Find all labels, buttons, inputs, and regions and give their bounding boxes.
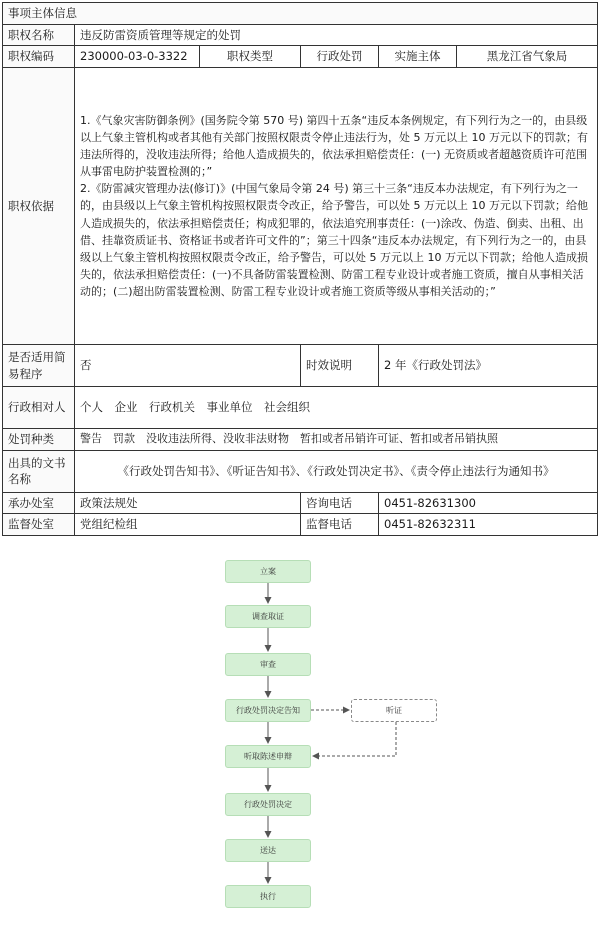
- flow-step-decision: 行政处罚决定: [225, 793, 311, 816]
- basis-label: 职权依据: [3, 68, 75, 345]
- subject-label: 实施主体: [379, 46, 457, 68]
- name-value: 违反防雷资质管理等规定的处罚: [75, 24, 598, 46]
- arrow-from-hearing: [313, 722, 396, 756]
- code-value: 230000-03-0-3322: [75, 46, 200, 68]
- flow-step-statement: 听取陈述申辩: [225, 745, 311, 768]
- supervise-phone-label: 监督电话: [301, 514, 379, 536]
- simple-value: 否: [75, 345, 301, 387]
- flow-step-register: 立案: [225, 560, 311, 583]
- flow-step-review: 审查: [225, 653, 311, 676]
- counterpart-label: 行政相对人: [3, 387, 75, 429]
- code-label: 职权编码: [3, 46, 75, 68]
- flow-step-deliver: 送达: [225, 839, 311, 862]
- consult-label: 咨询电话: [301, 492, 379, 514]
- supervise-label: 监督处室: [3, 514, 75, 536]
- simple-label: 是否适用简易程序: [3, 345, 75, 387]
- flow-step-execute: 执行: [225, 885, 311, 908]
- consult-value: 0451-82631300: [379, 492, 598, 514]
- limit-value: 2 年《行政处罚法》: [379, 345, 598, 387]
- name-label: 职权名称: [3, 24, 75, 46]
- flow-step-notify-decision: 行政处罚决定告知: [225, 699, 311, 722]
- penalty-label: 处罚种类: [3, 429, 75, 451]
- office-label: 承办处室: [3, 492, 75, 514]
- subject-value: 黑龙江省气象局: [457, 46, 598, 68]
- basis-paragraph-2: 2.《防雷减灾管理办法(修订)》(中国气象局令第 24 号) 第三十三条“违反本办法规定，有下列行为之一的，由县级以上气象主管机构按照权限责令改正，给予警告，可以处 5 万元以上 10 万元以下罚款；给他人造成损失的，依法承担赔偿责任；构成犯罪的，依法追究刑事责任：(一)涂改、伪造、倒卖、出租、出借、挂靠资质证书、资格证书或者许可文件的”；第三十四条“违反本办法规定，有下列行为之一的，由县级以上气象主管机构按照权限责令改正，给予警告，可以处 5 万元以上 10 万元以下罚款；给他人造成损失的，依法承担赔偿责任：(一)不具备防雷装置检测、防雷工程专业设计或者施工资质，擅自从事相关活动的；(二)超出防雷装置检测、防雷工程专业设计或者施工资质等级从事相关活动的；”: [80, 182, 588, 298]
- basis-paragraph-1: 1.《气象灾害防御条例》(国务院令第 570 号) 第四十五条“违反本条例规定，有下列行为之一的，由县级以上气象主管机构或者其他有关部门按照权限责令停止违法行为，处 5 万元以上 10 万元以下的罚款；有违法所得的，没收违法所得；给他人造成损失的，依法承担赔偿责任：(一) 无资质或者超越资质许可范围从事雷电防护装置检测的；”: [80, 114, 588, 179]
- flow-step-investigate: 调查取证: [225, 605, 311, 628]
- supervise-value: 党组纪检组: [75, 514, 301, 536]
- limit-label: 时效说明: [301, 345, 379, 387]
- section-title: 事项主体信息: [3, 3, 598, 25]
- counterpart-value: 个人 企业 行政机关 事业单位 社会组织: [75, 387, 598, 429]
- office-value: 政策法规处: [75, 492, 301, 514]
- supervise-phone-value: 0451-82632311: [379, 514, 598, 536]
- type-label: 职权类型: [200, 46, 301, 68]
- flow-step-hearing: 听证: [351, 699, 437, 722]
- docs-label: 出具的文书名称: [3, 450, 75, 492]
- type-value: 行政处罚: [301, 46, 379, 68]
- docs-value: 《行政处罚告知书》、《听证告知书》、《行政处罚决定书》、《责令停止违法行为通知书》: [75, 450, 598, 492]
- penalty-value: 警告 罚款 没收违法所得、没收非法财物 暂扣或者吊销许可证、暂扣或者吊销执照: [75, 429, 598, 451]
